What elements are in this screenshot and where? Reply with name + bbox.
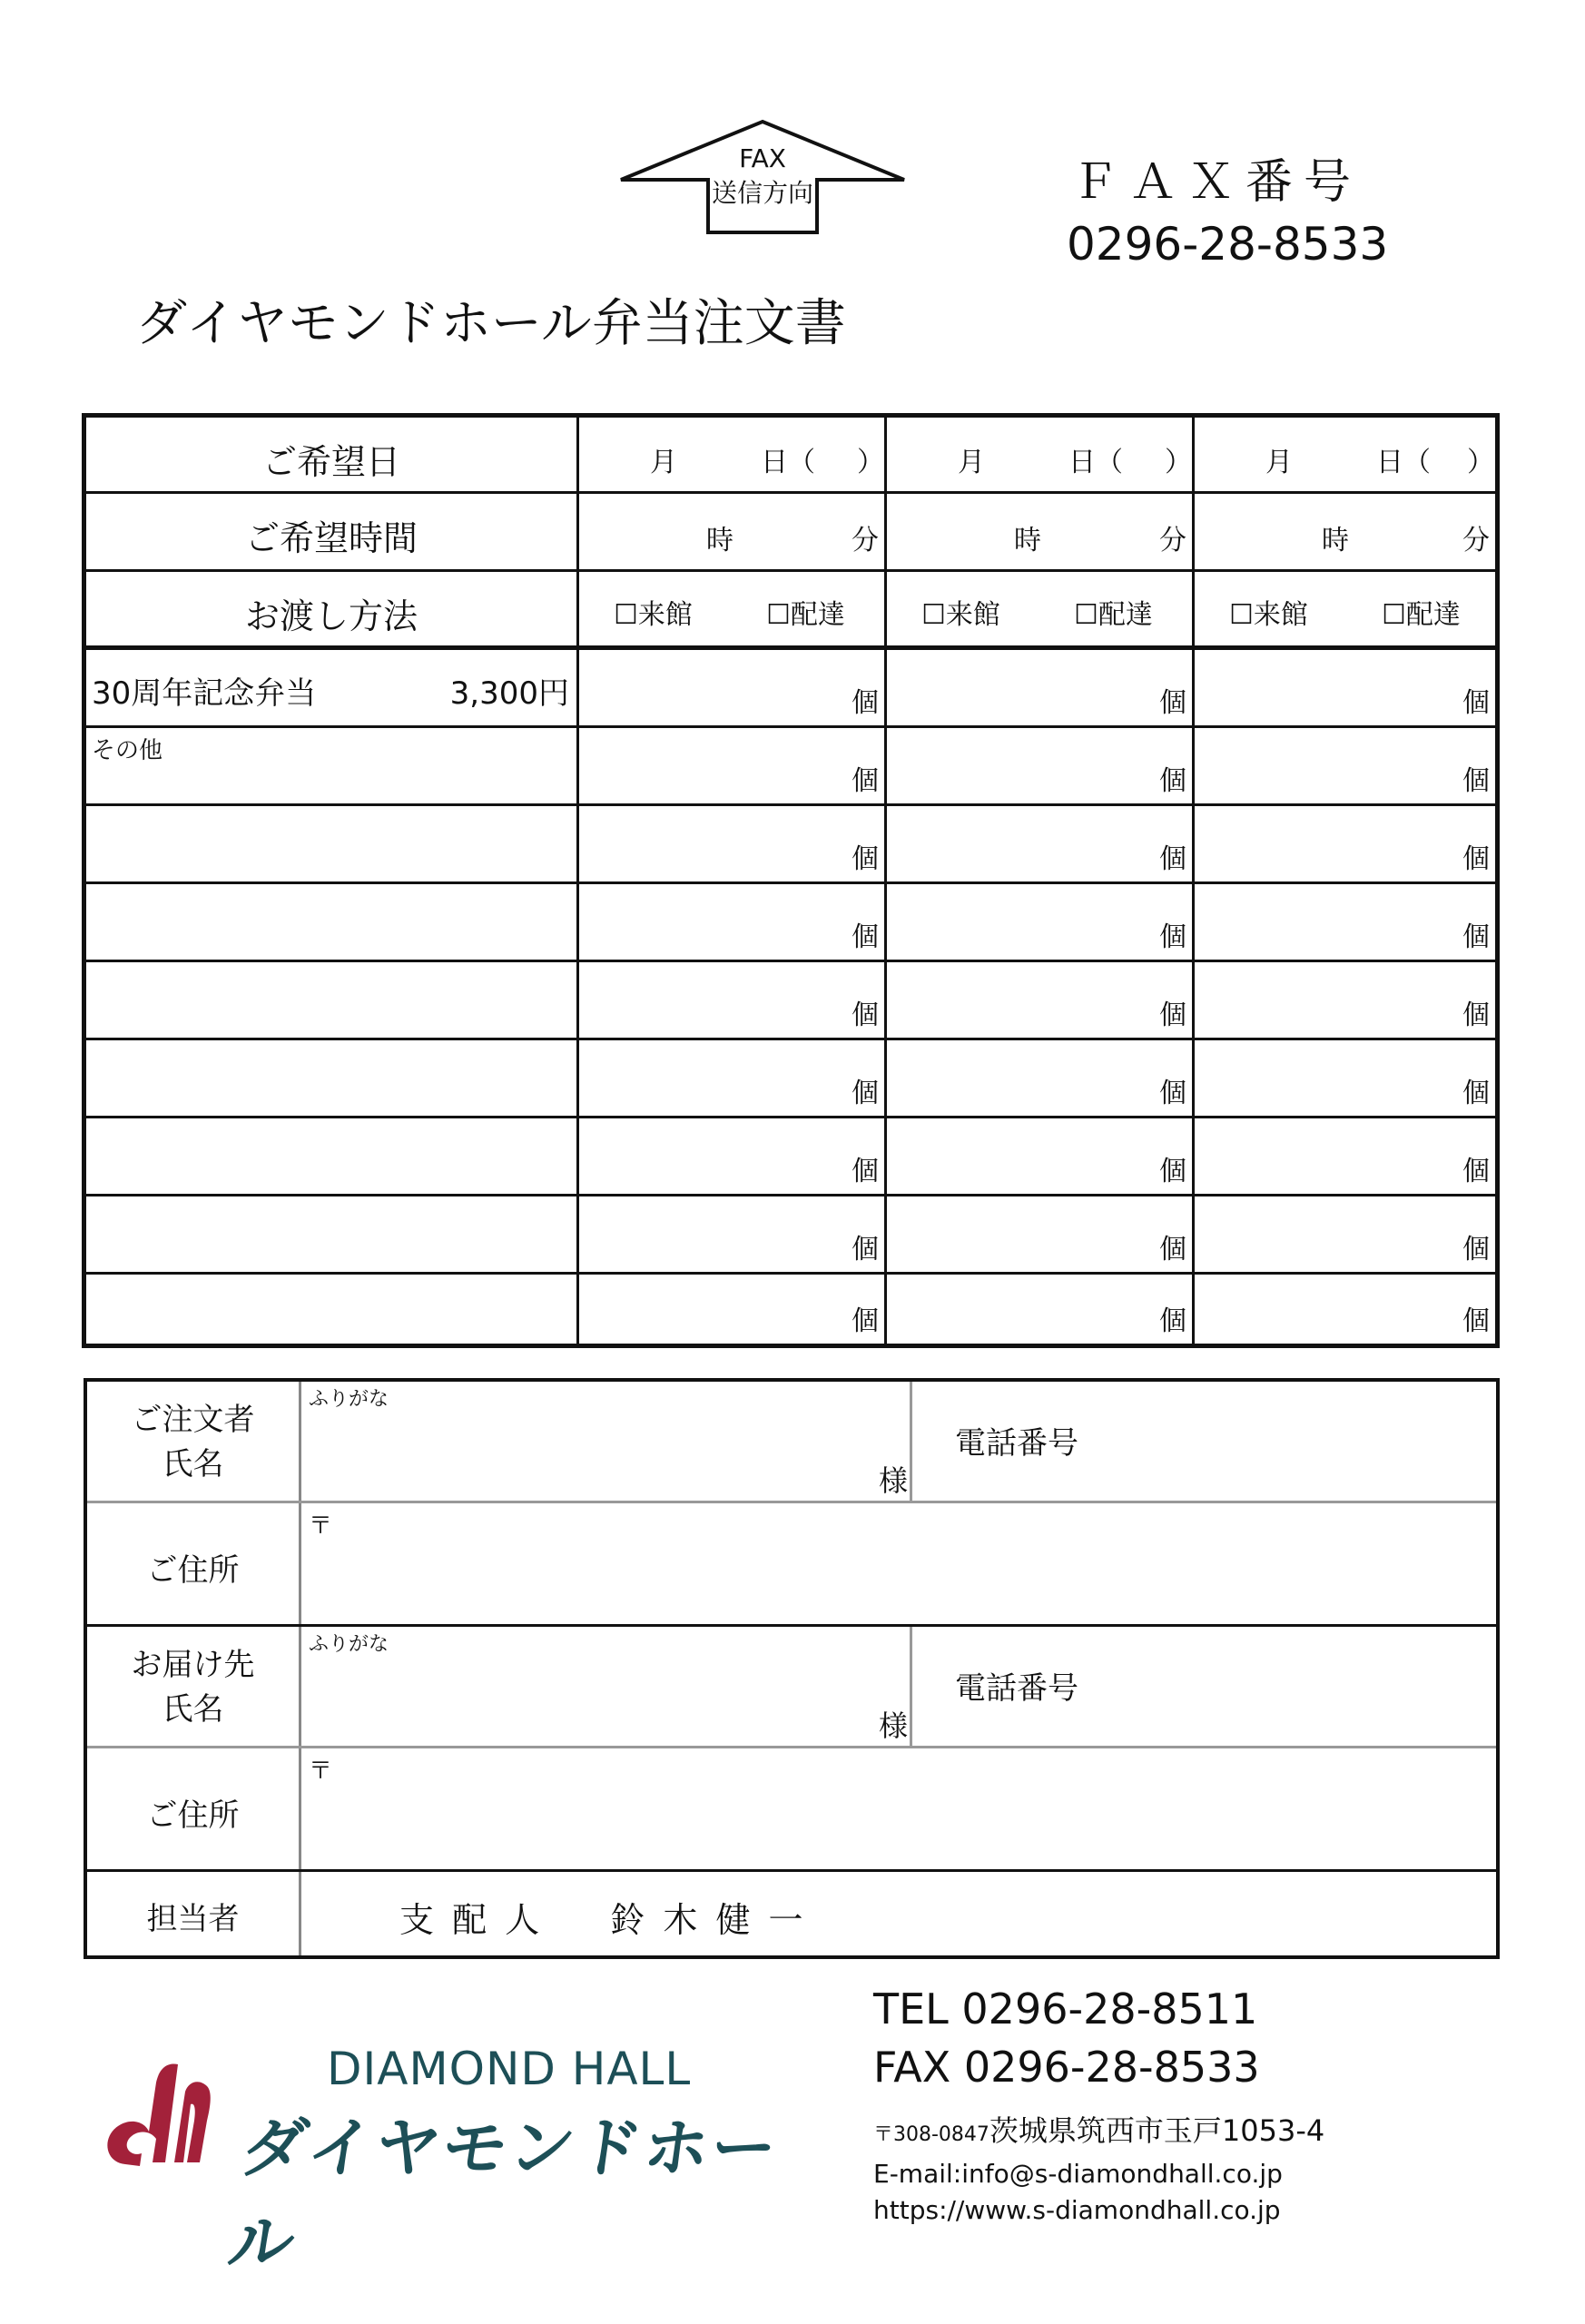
day-close-label: ） xyxy=(857,447,884,478)
orderer-address-row xyxy=(87,1503,1496,1627)
unit-label: 個 xyxy=(852,1078,879,1109)
menu-name-cell[interactable] xyxy=(86,728,579,803)
qty-cell[interactable] xyxy=(579,728,887,803)
method-label: お渡し方法 xyxy=(244,596,418,636)
qty-cell[interactable] xyxy=(887,806,1195,881)
unit-label: 個 xyxy=(1159,687,1186,719)
menu-name-cell[interactable] xyxy=(86,1118,579,1194)
customer-table xyxy=(84,1378,1500,1959)
unit-label: 個 xyxy=(1462,765,1490,797)
unit-label: 個 xyxy=(1159,1156,1186,1187)
unit-label: 個 xyxy=(852,687,879,719)
qty-cell[interactable] xyxy=(887,884,1195,960)
day-label: 日（ xyxy=(1068,447,1123,478)
orderer-address-field[interactable] xyxy=(301,1503,1496,1624)
unit-label: 個 xyxy=(852,765,879,797)
menu-row xyxy=(86,884,1495,962)
time-label: ご希望時間 xyxy=(244,518,418,558)
day-label: 日（ xyxy=(761,447,815,478)
menu-name: 30周年記念弁当 xyxy=(92,675,317,712)
unit-label: 個 xyxy=(852,1305,879,1337)
qty-cell[interactable] xyxy=(579,962,887,1038)
qty-cell[interactable] xyxy=(1195,962,1495,1038)
day-close-label: ） xyxy=(1467,447,1494,478)
qty-cell[interactable] xyxy=(579,650,887,725)
unit-label: 個 xyxy=(1159,921,1186,953)
unit-label: 個 xyxy=(1462,1305,1490,1337)
unit-label: 個 xyxy=(1462,1078,1490,1109)
unit-label: 個 xyxy=(1462,1000,1490,1031)
qty-cell[interactable] xyxy=(887,1040,1195,1116)
time-cell[interactable] xyxy=(579,494,887,569)
unit-label: 個 xyxy=(1159,1000,1186,1031)
arrow-label-direction: 送信方向 xyxy=(711,178,813,208)
recipient-label-1: お届け先 xyxy=(131,1647,255,1683)
recipient-address-field[interactable] xyxy=(301,1748,1496,1869)
delivery-checkbox[interactable]: ☐配達 xyxy=(1074,599,1153,631)
date-row xyxy=(86,418,1495,494)
time-cell[interactable] xyxy=(1195,494,1495,569)
contact-zip: 〒308-0847 xyxy=(873,2123,989,2146)
qty-cell[interactable] xyxy=(579,1040,887,1116)
unit-label: 個 xyxy=(1159,1234,1186,1265)
fax-direction-arrow xyxy=(617,118,908,236)
order-table xyxy=(82,413,1500,1348)
menu-name-cell[interactable] xyxy=(86,1196,579,1272)
qty-cell[interactable] xyxy=(1195,884,1495,960)
minute-label: 分 xyxy=(852,525,879,556)
delivery-checkbox[interactable]: ☐配達 xyxy=(1382,599,1461,631)
month-label: 月 xyxy=(1265,447,1293,478)
qty-cell[interactable] xyxy=(887,1196,1195,1272)
up-arrow-icon xyxy=(617,118,908,236)
diamond-hall-mark-icon xyxy=(100,2055,218,2173)
qty-cell[interactable] xyxy=(1195,1040,1495,1116)
pickup-checkbox[interactable]: ☐来館 xyxy=(614,599,693,631)
sama-label: 様 xyxy=(879,1463,909,1498)
unit-label: 個 xyxy=(852,843,879,875)
unit-label: 個 xyxy=(852,1156,879,1187)
contact-address-text: 茨城県筑西市玉戸1053-4 xyxy=(989,2113,1325,2148)
menu-row xyxy=(86,650,1495,728)
page-title: ダイヤモンドホール弁当注文書 xyxy=(136,294,846,353)
orderer-name-field[interactable] xyxy=(301,1382,1496,1501)
date-label: ご希望日 xyxy=(261,442,400,482)
menu-name-cell[interactable] xyxy=(86,962,579,1038)
fax-number-title: ＦＡＸ番号 xyxy=(1071,155,1363,210)
unit-label: 個 xyxy=(1462,921,1490,953)
qty-cell[interactable] xyxy=(887,962,1195,1038)
menu-name-cell[interactable] xyxy=(86,806,579,881)
time-row xyxy=(86,494,1495,572)
qty-cell[interactable] xyxy=(579,1275,887,1344)
qty-cell[interactable] xyxy=(1195,728,1495,803)
month-label: 月 xyxy=(650,447,677,478)
menu-name-cell[interactable] xyxy=(86,884,579,960)
date-cell[interactable] xyxy=(887,418,1195,491)
qty-cell[interactable] xyxy=(887,728,1195,803)
staff-label: 担当者 xyxy=(146,1901,240,1937)
delivery-checkbox[interactable]: ☐配達 xyxy=(766,599,845,631)
recipient-label-2: 氏名 xyxy=(162,1691,224,1728)
zip-mark: 〒 xyxy=(309,1512,333,1540)
method-row xyxy=(86,572,1495,650)
staff-row xyxy=(87,1872,1496,1955)
minute-label: 分 xyxy=(1159,525,1186,556)
unit-label: 個 xyxy=(1462,843,1490,875)
day-close-label: ） xyxy=(1165,447,1192,478)
staff-name: 支 配 人 鈴 木 健 一 xyxy=(399,1900,807,1940)
phone-label: 電話番号 xyxy=(955,1670,1078,1707)
qty-cell[interactable] xyxy=(1195,806,1495,881)
address-label: ご住所 xyxy=(146,1552,240,1589)
unit-label: 個 xyxy=(852,1000,879,1031)
pickup-checkbox[interactable]: ☐来館 xyxy=(921,599,1000,631)
month-label: 月 xyxy=(958,447,985,478)
date-cell[interactable] xyxy=(1195,418,1495,491)
menu-row xyxy=(86,728,1495,806)
menu-row xyxy=(86,1196,1495,1275)
unit-label: 個 xyxy=(852,921,879,953)
menu-row xyxy=(86,806,1495,884)
recipient-address-row xyxy=(87,1748,1496,1872)
menu-row xyxy=(86,962,1495,1040)
unit-label: 個 xyxy=(1462,1156,1490,1187)
contact-tel: TEL 0296-28-8511 xyxy=(873,1984,1258,2034)
brand-logo xyxy=(100,2043,790,2280)
hour-label: 時 xyxy=(1014,525,1041,556)
minute-label: 分 xyxy=(1462,525,1490,556)
qty-cell[interactable] xyxy=(579,1196,887,1272)
menu-name-cell[interactable] xyxy=(86,1040,579,1116)
menu-name: その他 xyxy=(92,737,163,764)
menu-row xyxy=(86,1040,1495,1118)
contact-fax: FAX 0296-28-8533 xyxy=(873,2043,1260,2092)
recipient-name-row xyxy=(87,1627,1496,1748)
furigana-label: ふりがな xyxy=(309,1633,389,1656)
orderer-name-row xyxy=(87,1382,1496,1503)
furigana-label: ふりがな xyxy=(309,1388,389,1411)
contact-email[interactable]: E-mail:info@s-diamondhall.co.jp xyxy=(873,2159,1283,2189)
qty-cell[interactable] xyxy=(579,1118,887,1194)
hour-label: 時 xyxy=(706,525,733,556)
unit-label: 個 xyxy=(1462,1234,1490,1265)
fax-number: 0296-28-8533 xyxy=(1067,218,1389,271)
unit-label: 個 xyxy=(1159,1305,1186,1337)
unit-label: 個 xyxy=(1159,1078,1186,1109)
menu-row xyxy=(86,1275,1495,1344)
qty-cell[interactable] xyxy=(887,1275,1195,1344)
qty-cell[interactable] xyxy=(579,884,887,960)
brand-name-jp: ダイヤモンドホール xyxy=(222,2110,783,2280)
sama-label: 様 xyxy=(879,1709,909,1743)
arrow-label-fax: FAX xyxy=(739,143,786,173)
unit-label: 個 xyxy=(1159,765,1186,797)
qty-cell[interactable] xyxy=(1195,1118,1495,1194)
unit-label: 個 xyxy=(852,1234,879,1265)
unit-label: 個 xyxy=(1462,687,1490,719)
menu-name-cell[interactable] xyxy=(86,1275,579,1344)
hour-label: 時 xyxy=(1322,525,1349,556)
unit-label: 個 xyxy=(1159,843,1186,875)
qty-cell[interactable] xyxy=(579,806,887,881)
contact-url[interactable]: https://www.s-diamondhall.co.jp xyxy=(873,2195,1281,2225)
qty-cell[interactable] xyxy=(1195,1275,1495,1344)
phone-label: 電話番号 xyxy=(955,1425,1078,1462)
brand-name-en: DIAMOND HALL xyxy=(327,2043,692,2095)
orderer-name-label-1: ご注文者 xyxy=(131,1402,255,1438)
qty-cell[interactable] xyxy=(1195,1196,1495,1272)
contact-address xyxy=(873,2108,1324,2150)
pickup-checkbox[interactable]: ☐来館 xyxy=(1229,599,1308,631)
qty-cell[interactable] xyxy=(887,1118,1195,1194)
address-label: ご住所 xyxy=(146,1797,240,1834)
menu-row xyxy=(86,1118,1495,1196)
menu-price: 3,300円 xyxy=(449,675,569,712)
date-cell[interactable] xyxy=(579,418,887,491)
qty-cell[interactable] xyxy=(887,650,1195,725)
zip-mark: 〒 xyxy=(309,1758,333,1785)
qty-cell[interactable] xyxy=(1195,650,1495,725)
day-label: 日（ xyxy=(1376,447,1431,478)
time-cell[interactable] xyxy=(887,494,1195,569)
orderer-name-label-2: 氏名 xyxy=(162,1446,224,1482)
recipient-name-field[interactable] xyxy=(301,1627,1496,1746)
